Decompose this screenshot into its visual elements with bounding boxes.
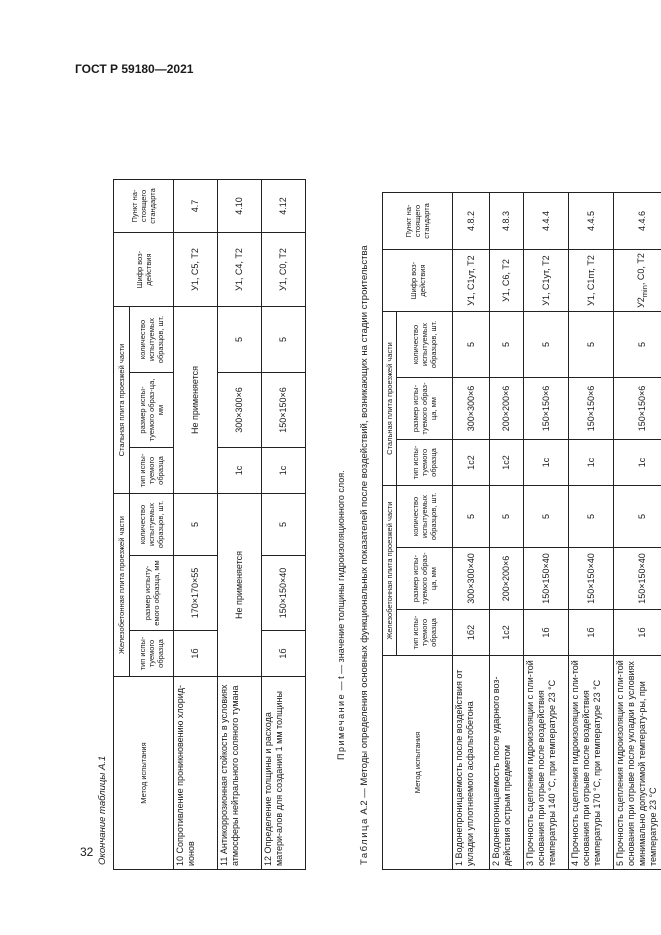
count-cell: 5 — [490, 312, 524, 378]
type-cell: 1с2 — [490, 610, 524, 656]
code-main: У2 — [635, 297, 646, 308]
header-code: Шифр воз-действия — [114, 233, 174, 307]
method-cell: 5 Прочность сцепления гидроизоляции с пли-той основания при отрыве после укладки в условиях минимально допустимой температу-ры, при температуре 23 °С — [614, 656, 661, 870]
header-group-steel: Стальная плита проезжей части — [114, 307, 130, 494]
table-row — [490, 193, 524, 870]
table2-header-row — [383, 193, 397, 870]
header-group-concrete: Железобетонная плита проезжей части — [114, 494, 130, 677]
count-cell: 5 — [569, 486, 614, 548]
header-type: тип испы-туемого образца — [397, 440, 453, 486]
header-type: тип испы-туемого образца — [130, 448, 174, 494]
type-cell: 1б — [174, 631, 218, 677]
table-a2 — [382, 192, 661, 870]
count-cell: 5 — [524, 486, 569, 548]
note-text: — t — значение толщины гидроизоляционного слоя. — [336, 470, 346, 693]
size-cell: 150×150×6 — [614, 378, 661, 440]
size-cell: 300×300×40 — [453, 548, 490, 610]
count-cell: 5 — [569, 312, 614, 378]
table2-caption-label: Таблица — [359, 817, 370, 865]
header-method: Метод испытания — [114, 677, 174, 870]
code-rest: , С0, Т2 — [635, 253, 646, 286]
type-cell: 1б — [569, 610, 614, 656]
header-type: тип испы-туемого образца — [130, 631, 174, 677]
method-cell: 1 Водонепроницаемость после воздействия от укладки уплотняемого асфальтобетона — [453, 656, 490, 870]
count-cell: 5 — [453, 312, 490, 378]
page-number: 32 — [80, 845, 94, 859]
code-cell: У1, С1ут, Т2 — [453, 250, 490, 312]
type-cell: 1с2 — [490, 440, 524, 486]
rotated-content — [93, 70, 658, 870]
size-cell: 150×150×40 — [262, 556, 306, 631]
clause-cell: 4.4.4 — [524, 193, 569, 250]
size-cell: 170×170×55 — [174, 556, 218, 631]
table1-caption: Окончание таблицы А.1 — [97, 755, 108, 865]
size-cell: 200×200×6 — [490, 378, 524, 440]
clause-cell: 4.8.3 — [490, 193, 524, 250]
table-row — [218, 180, 262, 870]
clause-cell: 4.4.6 — [614, 193, 661, 250]
table-row — [174, 180, 218, 870]
code-cell: У1, С4, Т2 — [218, 233, 262, 307]
header-size: размер испы-туемого образ-ца, мм — [397, 378, 453, 440]
count-cell: 5 — [262, 307, 306, 373]
method-cell: 10 Сопротивление проникновению хлорид-ионов — [174, 677, 218, 870]
code-cell: У1, С1ут, Т2 — [524, 250, 569, 312]
code-subscript: min — [639, 285, 649, 298]
method-cell: 4 Прочность сцепления гидроизоляции с пли-той основания при отрыве после воздействия температуры 170 °С, при температуре 23 °С — [569, 656, 614, 870]
table-row — [569, 193, 614, 870]
header-code: Шифр воз-действия — [383, 250, 453, 312]
type-cell: 1с2 — [453, 440, 490, 486]
code-cell: У1, С6, Т2 — [490, 250, 524, 312]
count-cell: 5 — [614, 312, 661, 378]
header-method: Метод испытания — [383, 656, 453, 870]
type-cell: 1б — [524, 610, 569, 656]
clause-cell: 4.4.5 — [569, 193, 614, 250]
type-cell: 1с — [614, 440, 661, 486]
method-cell: 3 Прочность сцепления гидроизоляции с пли-той основания при отрыве после воздействия температуры 140 °С, при температуре 23 °С — [524, 656, 569, 870]
code-cell: У1, С5, Т2 — [174, 233, 218, 307]
header-group-steel: Стальная плита проезжей части — [383, 312, 397, 486]
header-clause: Пункт на-стоящего стандарта — [114, 180, 174, 233]
table-row — [262, 180, 306, 870]
page-header: ГОСТ Р 59180—2021 — [75, 62, 194, 76]
size-cell: 200×200×6 — [490, 548, 524, 610]
method-cell: 12 Определение толщины и расхода матери-алов для создания 1 мм толщины — [262, 677, 306, 870]
method-cell: 11 Антикоррозионная стойкость в условиях атмосферы нейтрального соляного тумана — [218, 677, 262, 870]
type-cell: 1с — [218, 448, 262, 494]
header-type: тип испы-туемого образца — [397, 610, 453, 656]
code-cell — [614, 250, 661, 312]
size-cell: 150×150×40 — [569, 548, 614, 610]
header-count: количество испытуемых образцов, шт. — [397, 486, 453, 548]
table2-caption — [359, 245, 370, 865]
clause-cell: 4.8.2 — [453, 193, 490, 250]
count-cell: 5 — [453, 486, 490, 548]
count-cell: 5 — [614, 486, 661, 548]
header-size: размер испы-туемого образ-ца, мм — [397, 548, 453, 610]
type-cell: 1б — [262, 631, 306, 677]
table-row — [614, 193, 661, 870]
table-a1-end — [113, 179, 306, 870]
size-cell: 300×300×6 — [453, 378, 490, 440]
table-row — [453, 193, 490, 870]
not-applicable-cell: Не применяется — [174, 307, 218, 494]
count-cell: 5 — [174, 494, 218, 556]
size-cell: 150×150×40 — [524, 548, 569, 610]
type-cell: 1с — [524, 440, 569, 486]
header-count: количество испытуемых образцов, шт. — [397, 312, 453, 378]
clause-cell: 4.12 — [262, 180, 306, 233]
count-cell: 5 — [490, 486, 524, 548]
size-cell: 150×150×6 — [569, 378, 614, 440]
method-cell: 2 Водонепроницаемость после ударного воз-действия острым предметом — [490, 656, 524, 870]
clause-cell: 4.10 — [218, 180, 262, 233]
size-cell: 150×150×6 — [524, 378, 569, 440]
count-cell: 5 — [218, 307, 262, 373]
header-count: количество испытуемых образцов, шт. — [130, 307, 174, 373]
code-cell: У1, С1пт, Т2 — [569, 250, 614, 312]
header-size: размер испы-туемого образ-ца, мм — [130, 373, 174, 448]
size-cell: 150×150×40 — [614, 548, 661, 610]
count-cell: 5 — [262, 494, 306, 556]
type-cell: 1с — [262, 448, 306, 494]
not-applicable-cell: Не применяется — [218, 494, 262, 677]
header-group-concrete: Железобетонная плита проезжей части — [383, 486, 397, 656]
note-label: Примечание — [336, 692, 346, 760]
table2-caption-text: А.2 — Методы определения основных функциональных показателей после воздействий, возникающих на стадии строительства — [359, 245, 370, 818]
clause-cell: 4.7 — [174, 180, 218, 233]
header-size: размер испыту-емого образца, мм — [130, 556, 174, 631]
type-cell: 1б2 — [453, 610, 490, 656]
size-cell: 300×300×6 — [218, 373, 262, 448]
table1-note — [336, 470, 346, 760]
header-clause: Пункт на-стоящего стандарта — [383, 193, 453, 250]
table-row — [524, 193, 569, 870]
header-count: количество испытуемых образцов, шт. — [130, 494, 174, 556]
type-cell: 1с — [569, 440, 614, 486]
code-cell: У1, С0, Т2 — [262, 233, 306, 307]
size-cell: 150×150×6 — [262, 373, 306, 448]
type-cell: 1б — [614, 610, 661, 656]
count-cell: 5 — [524, 312, 569, 378]
table1-header-row — [114, 180, 130, 870]
